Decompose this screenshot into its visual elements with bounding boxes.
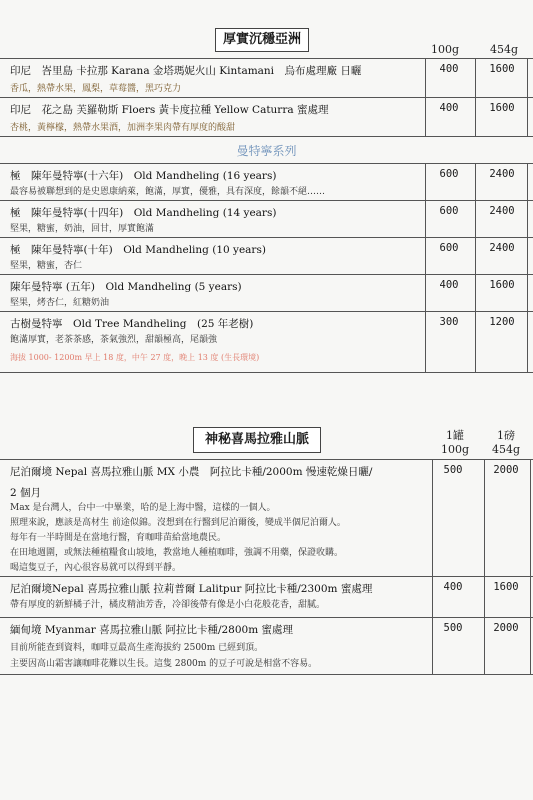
price-454g: 1600: [489, 279, 515, 291]
price-100g: 600: [439, 205, 459, 217]
coffee-story-line: 帶有厚度的新鮮橘子汁，橘皮精油芳香，冷卻後帶有像是小白花般花香，甜膩。: [10, 600, 326, 610]
section-title-asia: 厚實沉穩亞洲: [215, 28, 309, 52]
coffee-story-line: 照理來說，應該是高材生 前途似錦。沒想到在行醫到尼泊爾後，變成半個尼泊爾人。: [10, 518, 346, 528]
header-price-col2: 454g: [491, 443, 521, 456]
coffee-notes: 堅果，糖蜜，奶油，回甘，厚實飽滿: [10, 224, 155, 234]
coffee-name: 極 陳年曼特寧(十六年) Old Mandheling (16 years): [10, 170, 277, 182]
price-100g: 400: [439, 102, 459, 114]
table-row: [0, 98, 533, 137]
coffee-name: 緬甸境 Myanmar 喜馬拉雅山脈 阿拉比卡種/2800m 蜜處理: [10, 624, 294, 636]
column-divider: [475, 164, 476, 373]
coffee-notes: 最容易被聯想到的是史恩康納萊，飽滿，厚實，優雅，具有深度，餘韻不絕……: [10, 187, 326, 197]
coffee-notes: 飽滿厚實，老茶茶感，茶氣強烈，甜韻極高，尾韻強: [10, 335, 218, 345]
table-row: [0, 164, 533, 201]
table-himalaya: [0, 459, 533, 675]
table-row: [0, 275, 533, 312]
table-row: [0, 312, 533, 373]
header-price-col1: 100g: [440, 443, 470, 456]
coffee-name: 尼泊爾境 Nepal 喜馬拉雅山脈 MX 小農 阿拉比卡種/2000m 慢速乾燥日曬/: [10, 466, 373, 478]
column-divider: [484, 460, 485, 675]
coffee-story-line: 喝這隻豆子，內心很容易就可以得到平靜。: [10, 563, 182, 573]
table-row: [0, 238, 533, 275]
header-price-col1: 100g: [430, 43, 460, 56]
coffee-name: 極 陳年曼特寧(十四年) Old Mandheling (14 years): [10, 207, 277, 219]
price-454g: 2400: [489, 205, 515, 217]
table-row: [0, 59, 533, 98]
price-454g: 1200: [489, 316, 515, 328]
column-divider: [425, 59, 426, 136]
table-mandheling: [0, 163, 533, 373]
growing-note: 海拔 1000- 1200m 早上 18 度，中午 27 度，晚上 13 度 (生長環境): [10, 353, 260, 362]
price-100g: 500: [443, 622, 463, 634]
column-divider: [475, 59, 476, 136]
coffee-notes: 堅果，烤杏仁，紅糖奶油: [10, 298, 110, 308]
coffee-name: 印尼 花之島 芙羅勒斯 Floers 黃卡度拉種 Yellow Caturra 蜜處理: [10, 104, 329, 116]
column-divider: [425, 164, 426, 373]
header-price-col2: 454g: [489, 43, 519, 56]
coffee-notes: 香瓜，熱帶水果，鳳梨，草莓醬，黑巧克力: [10, 84, 182, 94]
price-100g: 300: [439, 316, 459, 328]
price-100g: 400: [443, 581, 463, 593]
table-row: [0, 201, 533, 238]
price-100g: 500: [443, 464, 463, 476]
price-100g: 600: [439, 242, 459, 254]
coffee-story-line: 每年有一半時間是在當地行醫，育咖啡苗給當地農民。: [10, 533, 227, 543]
table-row: [0, 577, 533, 618]
coffee-story-line: 目前所能查到資料，咖啡豆最高生產海拔約 2500m 已經到頂。: [10, 643, 264, 653]
coffee-name: 陳年曼特寧 (五年) Old Mandheling (5 years): [10, 281, 242, 293]
table-row: [0, 460, 533, 577]
coffee-notes: 杏桃，黃檸檬，熱帶水果酒，加洲李果肉帶有厚度的酸甜: [10, 123, 236, 133]
price-100g: 400: [439, 279, 459, 291]
header-unit-can: 1罐: [446, 429, 464, 442]
price-454g: 1600: [493, 581, 519, 593]
table-row: [0, 618, 533, 675]
section-title-mandheling: 曼特寧系列: [236, 144, 297, 158]
coffee-name-cont: 2 個月: [10, 487, 42, 499]
price-100g: 400: [439, 63, 459, 75]
price-454g: 1600: [489, 63, 515, 75]
header-unit-pound: 1磅: [497, 429, 515, 442]
column-divider: [432, 460, 433, 675]
price-100g: 600: [439, 168, 459, 180]
price-454g: 2000: [493, 464, 519, 476]
price-454g: 2400: [489, 168, 515, 180]
coffee-name: 古樹曼特寧 Old Tree Mandheling (25 年老樹): [10, 318, 254, 330]
section-title-himalaya: 神秘喜馬拉雅山脈: [193, 427, 321, 453]
price-454g: 1600: [489, 102, 515, 114]
coffee-story-line: 主要因高山霜害讓咖啡花難以生長。這隻 2800m 的豆子可說是相當不容易。: [10, 659, 318, 669]
coffee-name: 極 陳年曼特寧(十年) Old Mandheling (10 years): [10, 244, 266, 256]
coffee-name: 印尼 峇里島 卡拉那 Karana 金塔瑪妮火山 Kintamani 烏布處理廠 日曬: [10, 65, 362, 77]
coffee-notes: 堅果，糖蜜，杏仁: [10, 261, 83, 271]
column-divider: [527, 164, 528, 373]
coffee-story-line: Max 是台灣人，台中一中畢業，哈的是上海中醫，這樣的一個人。: [10, 503, 276, 513]
coffee-story-line: 在田地週圍，或無法種植糧食山坡地，教當地人種植咖啡，強調不用藥，保證收購。: [10, 548, 344, 558]
column-divider: [530, 460, 531, 675]
price-454g: 2000: [493, 622, 519, 634]
coffee-name: 尼泊爾境Nepal 喜馬拉雅山脈 拉莉普爾 Lalitpur 阿拉比卡種/2300m 蜜處理: [10, 583, 373, 595]
price-454g: 2400: [489, 242, 515, 254]
column-divider: [527, 59, 528, 136]
table-asia: [0, 58, 533, 137]
